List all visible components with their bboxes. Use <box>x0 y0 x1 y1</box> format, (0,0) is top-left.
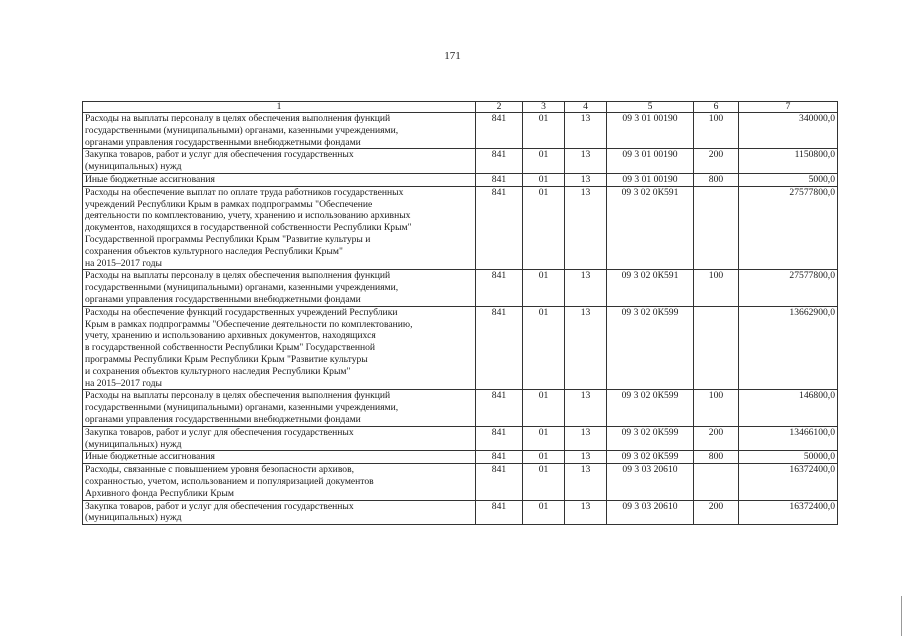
cell-grbs: 841 <box>476 390 523 426</box>
table-row <box>83 464 838 500</box>
cell-subsection: 13 <box>565 464 607 500</box>
cell-section: 01 <box>523 270 565 306</box>
cell-name <box>83 451 476 464</box>
cell-target-article: 09 3 02 0К599 <box>607 451 694 464</box>
expense-name: Иные бюджетные ассигнования <box>85 451 215 463</box>
table-row <box>83 451 838 464</box>
cell-expense-type: 800 <box>694 173 739 186</box>
cell-grbs: 841 <box>476 451 523 464</box>
cell-section: 01 <box>523 113 565 149</box>
cell-amount: 50000,0 <box>739 451 838 464</box>
expense-name: Расходы на обеспечение выплат по оплате труда работников государственных учреждений Республики Крым в рамках подпрограммы "Обеспечение деятельности по комплектованию, учету, хранению и использованию архивных документов, находящихся в государственной собственности Республики Крым" Государственной программы Республики Крым "Развитие культуры и сохранения объектов культурного наследия Республики Крым" на 2015–2017 годы <box>85 186 412 269</box>
page-number: 171 <box>444 50 461 62</box>
cell-target-article: 09 3 02 0К591 <box>607 270 694 306</box>
cell-amount: 1150800,0 <box>739 149 838 174</box>
table-row <box>83 500 838 525</box>
header-row <box>83 102 838 113</box>
cell-grbs: 841 <box>476 306 523 390</box>
header-col-1: 1 <box>83 102 476 113</box>
cell-grbs: 841 <box>476 464 523 500</box>
table-row <box>83 149 838 174</box>
cell-amount: 13466100,0 <box>739 426 838 451</box>
expense-name: Закупка товаров, работ и услуг для обеспечения государственных (муниципальных) нужд <box>85 426 354 450</box>
cell-expense-type: 200 <box>694 426 739 451</box>
cell-amount: 16372400,0 <box>739 500 838 525</box>
cell-subsection: 13 <box>565 149 607 174</box>
expense-name: Закупка товаров, работ и услуг для обеспечения государственных (муниципальных) нужд <box>85 149 354 173</box>
cell-name <box>83 500 476 525</box>
cell-target-article: 09 3 02 0К599 <box>607 426 694 451</box>
expense-name: Расходы на обеспечение функций государственных учреждений Республики Крым в рамках подпрограммы "Обеспечение деятельности по комплектованию, учету, хранению и использованию архивных документов, находящихся в государственной собственности Республики Крым" Государственной программы Республики Крым Республики Крым "Развитие культуры и сохранения объектов культурного наследия Республики Крым" на 2015–2017 годы <box>85 306 413 389</box>
cell-expense-type: 100 <box>694 270 739 306</box>
table-row <box>83 270 838 306</box>
cell-amount: 146800,0 <box>739 390 838 426</box>
cell-grbs: 841 <box>476 500 523 525</box>
scan-edge-mark <box>901 596 905 636</box>
cell-name <box>83 149 476 174</box>
cell-name <box>83 464 476 500</box>
table-row <box>83 390 838 426</box>
cell-section: 01 <box>523 500 565 525</box>
cell-name <box>83 186 476 270</box>
table-row <box>83 186 838 270</box>
cell-expense-type <box>694 464 739 500</box>
table-row <box>83 173 838 186</box>
table-row <box>83 113 838 149</box>
header-col-6: 6 <box>694 102 739 113</box>
cell-name <box>83 390 476 426</box>
cell-expense-type: 100 <box>694 390 739 426</box>
cell-target-article: 09 3 01 00190 <box>607 149 694 174</box>
cell-subsection: 13 <box>565 390 607 426</box>
cell-subsection: 13 <box>565 186 607 270</box>
cell-name <box>83 113 476 149</box>
cell-amount: 16372400,0 <box>739 464 838 500</box>
cell-target-article: 09 3 03 20610 <box>607 464 694 500</box>
cell-section: 01 <box>523 173 565 186</box>
table-row <box>83 426 838 451</box>
cell-name <box>83 270 476 306</box>
cell-grbs: 841 <box>476 113 523 149</box>
cell-amount: 27577800,0 <box>739 270 838 306</box>
cell-section: 01 <box>523 451 565 464</box>
cell-amount: 27577800,0 <box>739 186 838 270</box>
cell-section: 01 <box>523 306 565 390</box>
cell-target-article: 09 3 02 0К599 <box>607 390 694 426</box>
budget-table <box>82 101 838 525</box>
cell-target-article: 09 3 01 00190 <box>607 173 694 186</box>
header-col-4: 4 <box>565 102 607 113</box>
cell-expense-type: 200 <box>694 500 739 525</box>
cell-amount: 340000,0 <box>739 113 838 149</box>
expense-name: Расходы, связанные с повышением уровня безопасности архивов, сохранностью, учетом, использованием и популяризацией документов Архивного фонда Республики Крым <box>85 464 374 499</box>
table-row <box>83 306 838 390</box>
cell-expense-type: 800 <box>694 451 739 464</box>
cell-section: 01 <box>523 390 565 426</box>
cell-section: 01 <box>523 149 565 174</box>
cell-name <box>83 426 476 451</box>
cell-expense-type <box>694 186 739 270</box>
cell-amount: 13662900,0 <box>739 306 838 390</box>
header-col-3: 3 <box>523 102 565 113</box>
cell-subsection: 13 <box>565 270 607 306</box>
header-col-5: 5 <box>607 102 694 113</box>
cell-subsection: 13 <box>565 500 607 525</box>
cell-expense-type: 100 <box>694 113 739 149</box>
cell-expense-type: 200 <box>694 149 739 174</box>
cell-expense-type <box>694 306 739 390</box>
expense-name: Закупка товаров, работ и услуг для обеспечения государственных (муниципальных) нужд <box>85 500 354 524</box>
expense-name: Расходы на выплаты персоналу в целях обеспечения выполнения функций государственными (муниципальными) органами, казенными учреждениями, органами управления государственными внебюджетными фондами <box>85 390 399 425</box>
expense-name: Расходы на выплаты персоналу в целях обеспечения выполнения функций государственными (муниципальными) органами, казенными учреждениями, органами управления государственными внебюджетными фондами <box>85 270 399 305</box>
cell-subsection: 13 <box>565 173 607 186</box>
expense-name: Расходы на выплаты персоналу в целях обеспечения выполнения функций государственными (муниципальными) органами, казенными учреждениями, органами управления государственными внебюджетными фондами <box>85 113 399 148</box>
cell-subsection: 13 <box>565 113 607 149</box>
cell-amount: 5000,0 <box>739 173 838 186</box>
cell-grbs: 841 <box>476 173 523 186</box>
cell-section: 01 <box>523 426 565 451</box>
cell-target-article: 09 3 03 20610 <box>607 500 694 525</box>
cell-subsection: 13 <box>565 451 607 464</box>
cell-name <box>83 173 476 186</box>
cell-grbs: 841 <box>476 186 523 270</box>
header-col-7: 7 <box>739 102 838 113</box>
cell-grbs: 841 <box>476 270 523 306</box>
cell-section: 01 <box>523 186 565 270</box>
cell-target-article: 09 3 02 0К599 <box>607 306 694 390</box>
cell-grbs: 841 <box>476 426 523 451</box>
cell-target-article: 09 3 01 00190 <box>607 113 694 149</box>
cell-name <box>83 306 476 390</box>
cell-grbs: 841 <box>476 149 523 174</box>
header-col-2: 2 <box>476 102 523 113</box>
cell-target-article: 09 3 02 0К591 <box>607 186 694 270</box>
cell-section: 01 <box>523 464 565 500</box>
expense-name: Иные бюджетные ассигнования <box>85 173 215 185</box>
cell-subsection: 13 <box>565 306 607 390</box>
cell-subsection: 13 <box>565 426 607 451</box>
